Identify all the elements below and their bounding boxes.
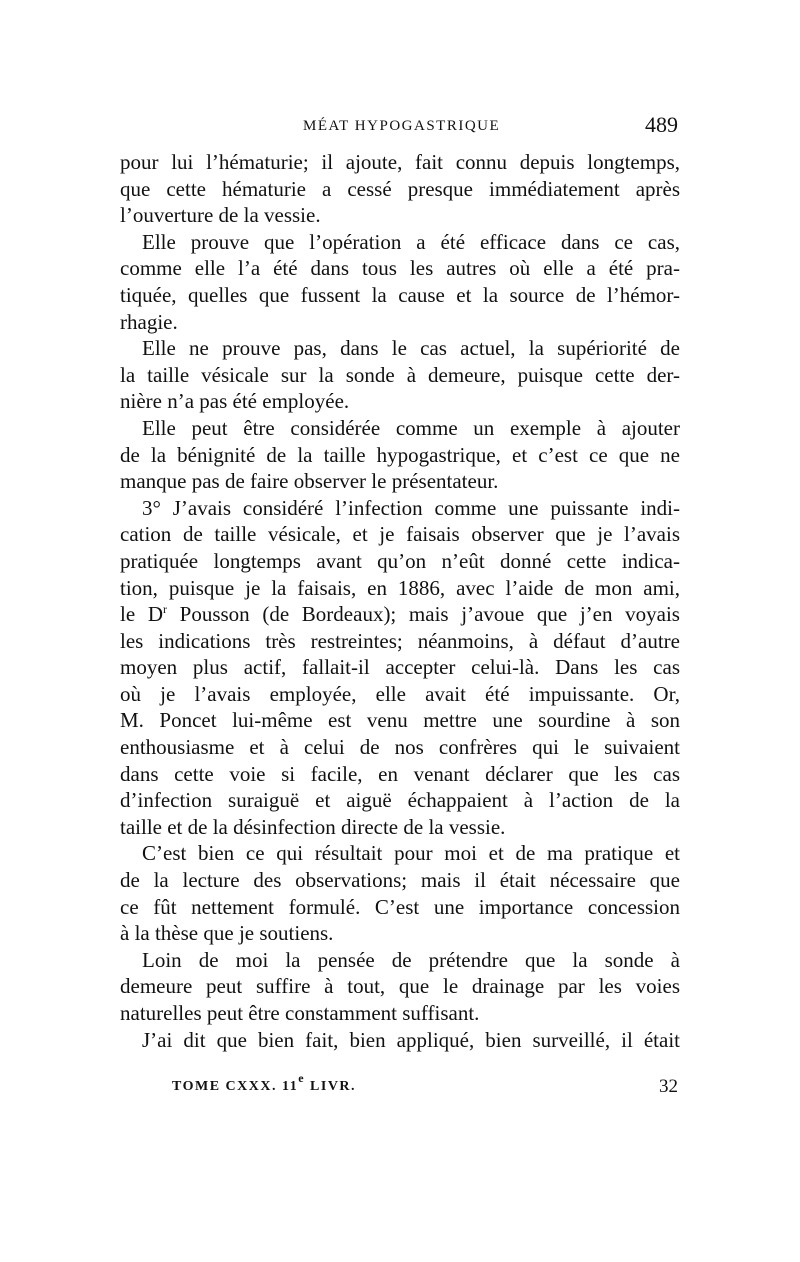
text-line bbox=[120, 601, 680, 628]
signature-suffix: LIVR. bbox=[305, 1079, 357, 1094]
running-title: MÉAT HYPOGASTRIQUE bbox=[303, 118, 501, 134]
text-line: nière n’a pas été employée. bbox=[120, 389, 350, 414]
text-line: Elle ne prouve pas, dans le cas actuel, la supériorité de bbox=[142, 336, 680, 361]
text-line: taille et de la désinfection directe de la vessie. bbox=[120, 814, 506, 839]
text-line: à la thèse que je soutiens. bbox=[120, 921, 334, 946]
text-line: que cette hématurie a cessé presque immédiatement après bbox=[120, 176, 680, 201]
text-line: pour lui l’hématurie; il ajoute, fait connu depuis longtemps, bbox=[120, 150, 680, 174]
text-line: tiquée, quelles que fussent la cause et la source de l’hémor- bbox=[120, 282, 680, 307]
text-line: cation de taille vésicale, et je faisais observer que je l’avais bbox=[120, 522, 680, 547]
signature-mark bbox=[172, 1071, 357, 1095]
text-line: J’ai dit que bien fait, bien appliqué, bien surveillé, il était bbox=[142, 1027, 680, 1052]
signature-prefix: TOME CXXX. 11 bbox=[172, 1079, 299, 1094]
text-line: moyen plus actif, fallait-il accepter celui-là. Dans les cas bbox=[120, 655, 680, 680]
page-header bbox=[120, 112, 680, 142]
text-line: manque pas de faire observer le présentateur. bbox=[120, 469, 499, 494]
text-line: d’infection suraiguë et aiguë échappaient à l’action de la bbox=[120, 788, 680, 813]
signature-superscript: e bbox=[298, 1071, 306, 1085]
signature-number: 32 bbox=[659, 1076, 678, 1097]
superscript: r bbox=[162, 602, 167, 617]
page-footer bbox=[120, 1071, 680, 1104]
text-line: naturelles peut être constamment suffisant. bbox=[120, 1001, 480, 1025]
text-line: tion, puisque je la faisais, en 1886, avec l’aide de mon ami, bbox=[120, 575, 680, 600]
text-line: 3° J’avais considéré l’infection comme une puissante indi- bbox=[142, 495, 680, 520]
text-line: l’ouverture de la vessie. bbox=[120, 203, 321, 228]
body-text bbox=[120, 149, 680, 1053]
text-line: demeure peut suffire à tout, que le drainage par les voies bbox=[120, 974, 680, 999]
page-number: 489 bbox=[645, 112, 678, 137]
text-line: la taille vésicale sur la sonde à demeure, puisque cette der- bbox=[120, 362, 680, 387]
text-line: les indications très restreintes; néanmoins, à défaut d’autre bbox=[120, 628, 680, 653]
text-line: M. Poncet lui-même est venu mettre une sourdine à son bbox=[120, 708, 680, 733]
line-fragment: Pousson (de Bordeaux); mais j’avoue que j’en voyais bbox=[166, 602, 680, 627]
text-line: C’est bien ce qui résultait pour moi et de ma pratique et bbox=[142, 841, 680, 866]
text-line: pratiquée longtemps avant qu’on n’eût donné cette indica- bbox=[120, 548, 680, 573]
text-line: de la lecture des observations; mais il était nécessaire que bbox=[120, 868, 680, 893]
text-line: où je l’avais employée, elle avait été impuissante. Or, bbox=[120, 681, 680, 706]
text-line: enthousiasme et à celui de nos confrères qui le suivaient bbox=[120, 735, 680, 760]
line-fragment: le D bbox=[120, 602, 163, 627]
text-line: rhagie. bbox=[120, 309, 178, 334]
text-line: comme elle l’a été dans tous les autres où elle a été pra- bbox=[120, 256, 680, 281]
text-line: de la bénignité de la taille hypogastrique, et c’est ce que ne bbox=[120, 442, 680, 467]
text-line: Elle peut être considérée comme un exemple à ajouter bbox=[142, 415, 680, 440]
text-line: Elle prouve que l’opération a été efficace dans ce cas, bbox=[142, 229, 680, 254]
text-line: dans cette voie si facile, en venant déclarer que les cas bbox=[120, 761, 680, 786]
text-line: Loin de moi la pensée de prétendre que la sonde à bbox=[142, 947, 680, 972]
text-line: ce fût nettement formulé. C’est une importance concession bbox=[120, 894, 680, 919]
